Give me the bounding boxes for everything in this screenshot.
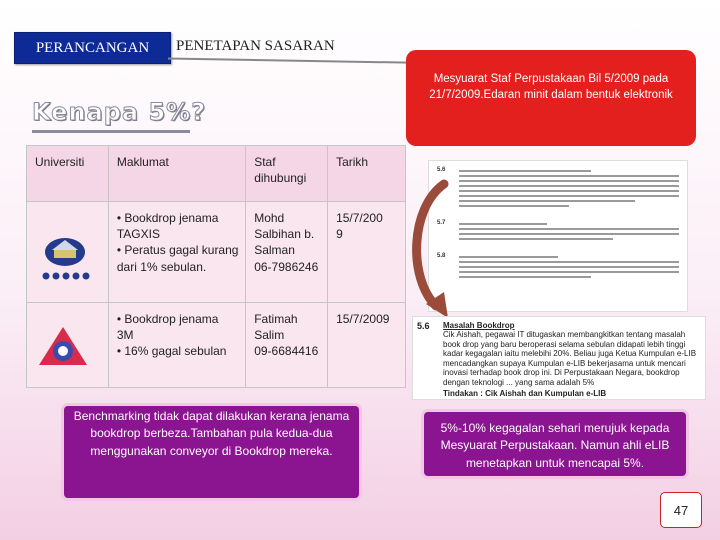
university-logo-2 (37, 325, 89, 369)
row2-maklumat: • Bookdrop jenama 3M • 16% gagal sebulan (116, 312, 227, 359)
tab-perancangan[interactable]: PERANCANGAN (14, 32, 171, 64)
university-logo-1 (36, 230, 94, 282)
row1-maklumat: • Bookdrop jenama TAGXIS • Peratus gagal kurang dari 1% sebulan. (116, 211, 239, 274)
doc-item-number: 5.7 (437, 220, 446, 226)
minutes-document-excerpt (428, 160, 688, 312)
doc-item-title: Masalah Bookdrop (443, 321, 515, 330)
row2-tarikh: 15/7/2009 (336, 312, 390, 326)
curved-arrow-icon (400, 178, 460, 328)
row1-staf: Mohd Salbihan b. Salman 06-7986246 (254, 211, 319, 274)
header-tarikh: Tarikh (336, 155, 369, 169)
table-header-row (27, 146, 406, 202)
header-maklumat: Maklumat (116, 155, 169, 169)
minutes-item-excerpt (412, 316, 706, 400)
doc-item-number: 5.8 (437, 253, 446, 259)
page-number: 47 (660, 492, 702, 528)
doc-item-tindakan: Tindakan : Cik Aishah dan Kumpulan e-LIB (443, 388, 607, 398)
meeting-note-text: Mesyuarat Staf Perpustakaan Bil 5/2009 pada 21/7/2009.Edaran minit dalam bentuk elektronik (429, 73, 673, 101)
title-underline (32, 130, 190, 133)
page-title: Kenapa 5%? (32, 98, 207, 126)
doc-item-text: Cik Aishah, pegawai IT ditugaskan membangkitkan tentang masalah book drop yang baru beroperasi selama sebulan didapati lebih tinggi kadar kegagalan iaitu melebihi 20%. Beliau juga Ketua Kumpulan e-LIB mencadangkan supaya Kumpulan e-LIB bekerjasama untuk mencari inovasi terhadap book drop ini. Di Perpustakaan Negara, bookdrop dengan teknologi ... yang sama adalah 5% (443, 330, 697, 387)
header-universiti: Universiti (35, 155, 85, 169)
row2-staf: Fatimah Salim 09-6684416 (254, 312, 319, 359)
target-note: 5%-10% kegagalan sehari merujuk kepada Mesyuarat Perpustakaan. Namun ahli eLIB menetapkan untuk mencapai 5%. (424, 412, 686, 476)
header-staf: Staf dihubungi (254, 155, 307, 186)
row1-tarikh: 15/7/200 9 (336, 211, 383, 242)
doc-item-number: 5.6 (417, 321, 430, 331)
meeting-note-box (406, 50, 696, 146)
benchmarking-note: Benchmarking tidak dapat dilakukan kerana jenama bookdrop berbeza.Tambahan pula kedua-dua menggunakan conveyor di Bookdrop mereka. (64, 406, 359, 498)
tab-penetapan-sasaran[interactable]: PENETAPAN SASARAN (176, 38, 335, 54)
doc-item-number: 5.6 (437, 167, 446, 173)
